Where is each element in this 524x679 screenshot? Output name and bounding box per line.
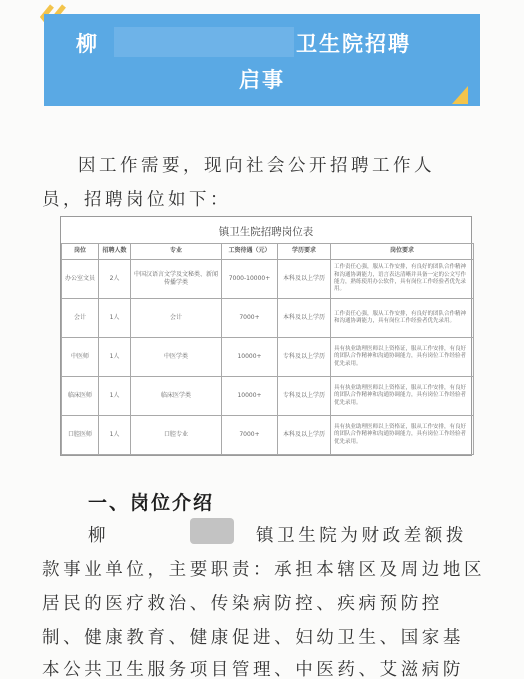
table-cell: 会计 [131, 299, 222, 338]
table-cell: 本科及以上学历 [278, 416, 331, 455]
table-cell: 具有执业助理医师以上资格证，服从工作安排，有良好的团队合作精神和沟通协调能力，具有岗位工作经验者优先录用。 [331, 416, 474, 455]
table-cell: 本科及以上学历 [278, 299, 331, 338]
table-cell: 中医学类 [131, 338, 222, 377]
table-cell: 专科及以上学历 [278, 377, 331, 416]
table-cell: 7000-10000+ [222, 260, 278, 299]
table-cell: 办公室文员 [62, 260, 99, 299]
table-cell: 7000+ [222, 299, 278, 338]
table-row [62, 299, 474, 338]
table-row [62, 377, 474, 416]
table-cell: 1人 [99, 377, 131, 416]
corner-triangle-decoration [452, 86, 468, 104]
header-cell: 工资待遇（元） [222, 244, 278, 260]
positions-table [61, 243, 474, 455]
recruitment-table [60, 216, 472, 456]
section-paragraph-line: 居民的医疗救治、传染病防控、疾病预防控 [42, 594, 443, 614]
table-cell: 1人 [99, 299, 131, 338]
section-paragraph-line: 款事业单位，主要职责：承担本辖区及周边地区 [42, 560, 486, 580]
header-cell: 学历要求 [278, 244, 331, 260]
table-cell: 1人 [99, 416, 131, 455]
table-cell: 10000+ [222, 338, 278, 377]
table-cell: 工作责任心强，服从工作安排，有良好的团队合作精神和沟通协调能力，具有岗位工作经验者优先录用。 [331, 299, 474, 338]
banner-title-right: 卫生院招聘 [296, 32, 411, 56]
header-cell: 岗位 [62, 244, 99, 260]
table-cell: 7000+ [222, 416, 278, 455]
table-cell: 具有执业助理医师以上资格证，服从工作安排，有良好的团队合作精神和沟通协调能力，具有岗位工作经验者优先录用。 [331, 338, 474, 377]
header-cell: 岗位要求 [331, 244, 474, 260]
banner-title-line2: 启事 [239, 68, 285, 92]
table-cell: 专科及以上学历 [278, 338, 331, 377]
section-paragraph-line: 本公共卫生服务项目管理、中医药、艾滋病防 [42, 660, 464, 679]
table-cell: 具有执业助理医师以上资格证，服从工作安排，有良好的团队合作精神和沟通协调能力，具有岗位工作经验者优先录用。 [331, 377, 474, 416]
paragraph-continue: 镇卫生院为财政差额拨 [256, 526, 467, 546]
table-row [62, 260, 474, 299]
table-cell: 临床医师 [62, 377, 99, 416]
header-cell: 招聘人数 [99, 244, 131, 260]
table-row [62, 338, 474, 377]
section-heading: 一、岗位介绍 [88, 492, 215, 514]
table-cell: 10000+ [222, 377, 278, 416]
paragraph-start: 柳 [88, 526, 110, 546]
table-row [62, 416, 474, 455]
table-cell: 中国汉语言文学及文秘类、新闻传播学类 [131, 260, 222, 299]
intro-line-2: 员，招聘岗位如下： [42, 190, 231, 210]
redacted-area [114, 27, 294, 57]
table-cell: 会计 [62, 299, 99, 338]
table-header-row [62, 244, 474, 260]
table-cell: 工作责任心强，服从工作安排，有良好的团队合作精神和沟通协调能力，语言表达清晰并具备一定的公文写作能力，熟练使用办公软件，具有岗位工作经验者优先录用。 [331, 260, 474, 299]
section-paragraph-line: 制、健康教育、健康促进、妇幼卫生、国家基 [42, 628, 464, 648]
table-title: 镇卫生院招聘岗位表 [218, 226, 314, 238]
table-cell: 中医师 [62, 338, 99, 377]
header-banner [44, 14, 480, 106]
table-cell: 临床医学类 [131, 377, 222, 416]
table-cell: 口腔医师 [62, 416, 99, 455]
banner-title-left: 柳 [76, 32, 99, 56]
table-cell: 口腔专业 [131, 416, 222, 455]
table-cell: 本科及以上学历 [278, 260, 331, 299]
table-cell: 2人 [99, 260, 131, 299]
intro-line-1: 因工作需要，现向社会公开招聘工作人 [78, 156, 435, 176]
header-cell: 专业 [131, 244, 222, 260]
table-cell: 1人 [99, 338, 131, 377]
redacted-area [190, 518, 234, 544]
